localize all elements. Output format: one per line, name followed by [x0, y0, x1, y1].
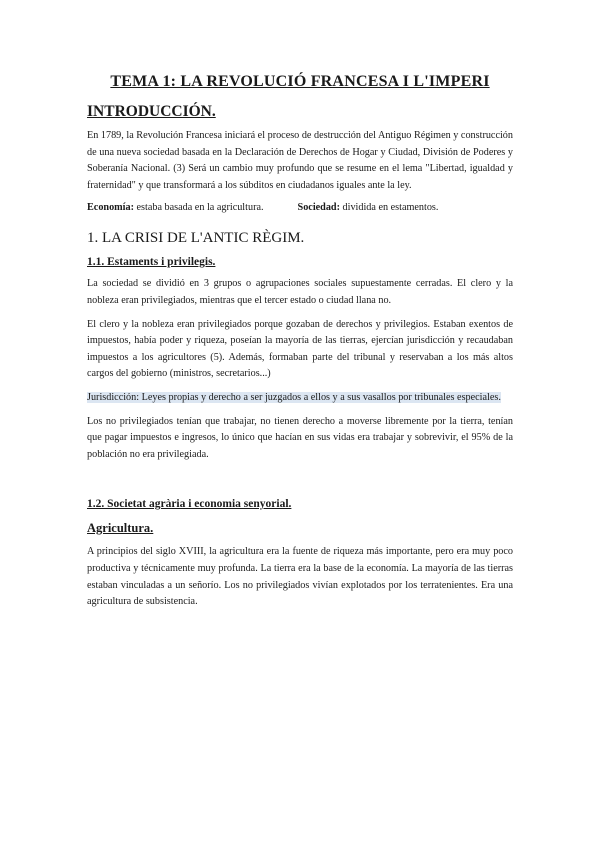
- jurisdiccion-note: [87, 390, 513, 407]
- economia-text: estaba basada en la agricultura.: [133, 202, 264, 214]
- sub11-heading: 1.1. Estaments i privilegis.: [87, 256, 216, 269]
- economy-society-line: [87, 200, 513, 216]
- sociedad-text: dividida en estamentos.: [339, 202, 439, 214]
- sub11-paragraph-1: La sociedad se dividió en 3 grupos o agrupaciones sociales supuestamente cerradas. El clero y la nobleza eran privilegiados, mientras que el tercer estado o ciudad llana no.: [87, 278, 513, 306]
- sub11-paragraph-3: Los no privilegiados tenían que trabajar, no tienen derecho a moverse libremente por la tierra, tenían que pagar impuestos e ingresos, lo único que hacían en sus vidas era trabajar y sobrevivir, el 95% de la población no era privilegiada.: [87, 415, 513, 460]
- section1-heading: 1. LA CRISI DE L'ANTIC RÈGIM.: [87, 230, 305, 247]
- document-page: [87, 72, 513, 618]
- sub12-heading: 1.2. Societat agrària i economia senyorial.: [87, 498, 292, 511]
- agricultura-heading: Agricultura.: [87, 521, 154, 536]
- economia-label: Economía:: [87, 202, 134, 214]
- jurisdiccion-highlight: Jurisdicción: Leyes propias y derecho a ser juzgados a ellos y a sus vasallos por tribunales especiales.: [87, 391, 501, 403]
- intro-heading: INTRODUCCIÓN.: [87, 103, 216, 120]
- agricultura-paragraph: A principios del siglo XVIII, la agricultura era la fuente de riqueza más importante, pero era muy poco productiva y técnicamente muy profunda. La tierra era la base de la economía. La mayoría de las tierras estaban vinculadas a un señorío. Los no privilegiados vivían explotados por los terratenientes. Era una agricultura de subsistencia.: [87, 546, 513, 608]
- sub11-paragraph-2: El clero y la nobleza eran privilegiados porque gozaban de derechos y privilegios. Estaban exentos de impuestos, había poder y riqueza, poseían la mayoría de las tierras, ejercían jurisdicción y recaudaban impuestos a los agricultores (5). Además, formaban parte del tribunal y reservaban a los más altos cargos del gobierno (ministros, secretarios...): [87, 318, 513, 380]
- sociedad-label: Sociedad:: [297, 202, 340, 214]
- document-title: TEMA 1: LA REVOLUCIÓ FRANCESA I L'IMPERI: [110, 73, 490, 90]
- intro-paragraph: En 1789, la Revolución Francesa iniciará el proceso de destrucción del Antiguo Régimen y construcción de una nueva sociedad basada en la Declaración de Derechos de Hogar y Ciudad, División de Poderes y Soberanía Nacional. (3) Será un cambio muy profundo que se resume en el lema "Libertad, igualdad y fraternidad" y que transformará a los súbditos en ciudadanos iguales ante la ley.: [87, 130, 513, 191]
